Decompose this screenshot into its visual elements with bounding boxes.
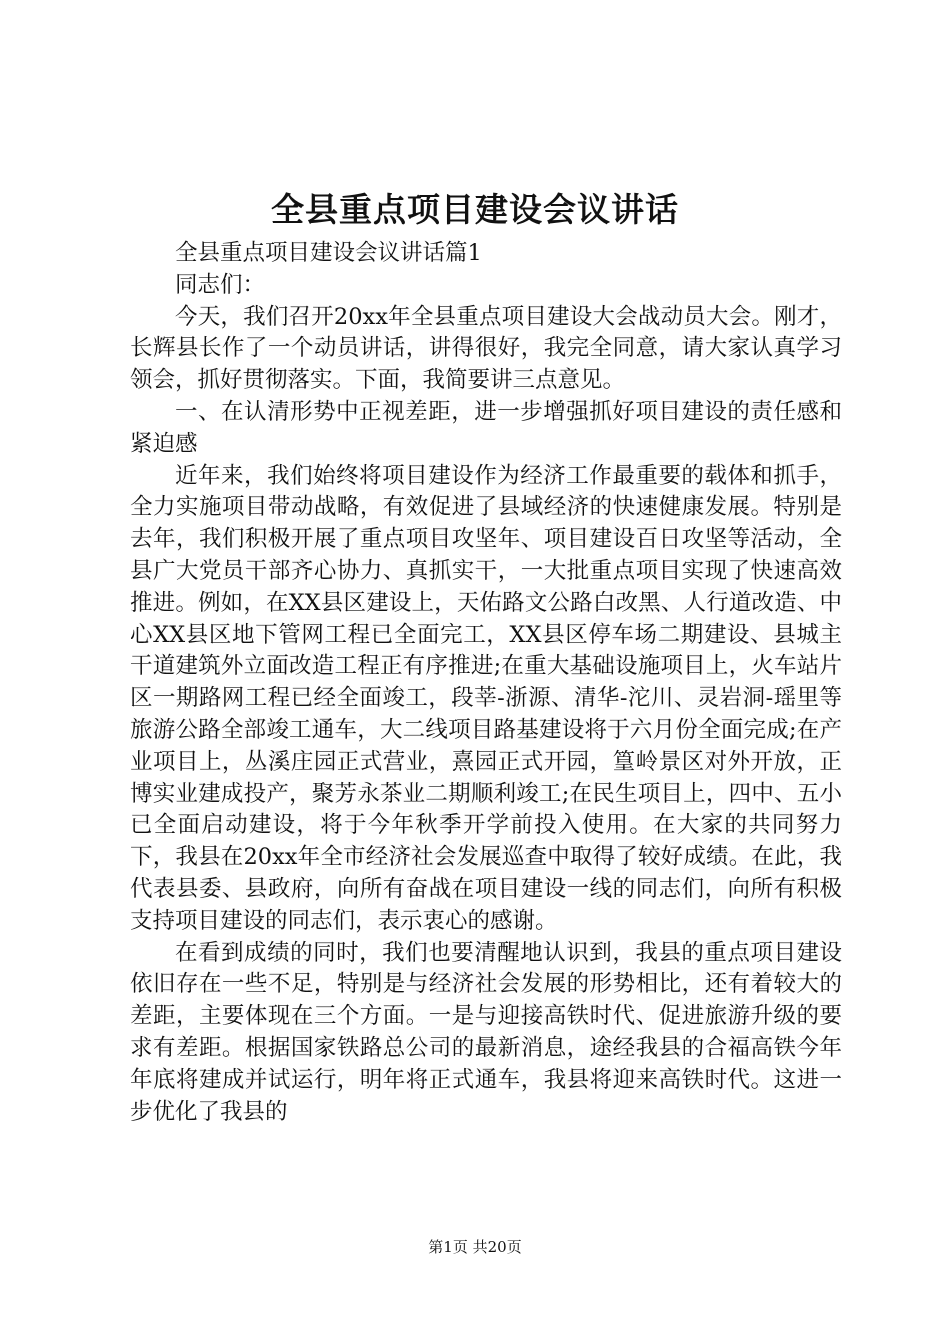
document-title: 全县重点项目建设会议讲话 [271, 190, 679, 229]
document-body [130, 238, 842, 1128]
section-heading: 全县重点项目建设会议讲话篇1 [175, 240, 482, 266]
paragraph: 今天，我们召开20xx年全县重点项目建设大会战动员大会。刚才，长辉县长作了一个动员讲话，讲得很好，我完全同意，请大家认真学习领会，抓好贯彻落实。下面，我简要讲三点意见。 [130, 303, 842, 394]
paragraph: 近年来，我们始终将项目建设作为经济工作最重要的载体和抓手，全力实施项目带动战略，有效促进了县域经济的快速健康发展。特别是去年，我们积极开展了重点项目攻坚年、项目建设百日攻坚等活动，全县广大党员干部齐心协力、真抓实干，一大批重点项目实现了快速高效推进。例如，在XX县区建设上，天佑路文公路白改黑、人行道改造、中心XX县区地下管网工程已全面完工，XX县区停车场二期建设、县城主干道建筑外立面改造工程正有序推进;在重大基础设施项目上，火车站片区一期路网工程已经全面竣工，段莘-浙源、清华-沱川、灵岩洞-瑶里等旅游公路全部竣工通车，大二线项目路基建设将于六月份全面完成;在产业项目上，丛溪庄园正式营业，熹园正式开园，篁岭景区对外开放，正博实业建成投产，聚芳永茶业二期顺利竣工;在民生项目上，四中、五小已全面启动建设，将于今年秋季开学前投入使用。在大家的共同努力下，我县在20xx年全市经济社会发展巡查中取得了较好成绩。在此，我代表县委、县政府，向所有奋战在项目建设一线的同志们，向所有积极支持项目建设的同志们，表示衷心的感谢。 [130, 462, 842, 934]
salutation: 同志们： [175, 271, 266, 298]
point-heading: 一、在认清形势中正视差距，进一步增强抓好项目建设的责任感和紧迫感 [130, 398, 842, 457]
page-number: 第1页 [428, 1238, 468, 1256]
paragraph: 在看到成绩的同时，我们也要清醒地认识到，我县的重点项目建设依旧存在一些不足，特别是与经济社会发展的形势相比，还有着较大的差距，主要体现在三个方面。一是与迎接高铁时代、促进旅游升级的要求有差距。根据国家铁路总公司的最新消息，途经我县的合福高铁今年年底将建成并试运行，明年将正式通车，我县将迎来高铁时代。这进一步优化了我县的 [130, 939, 842, 1125]
page-footer [0, 1237, 950, 1257]
page-total: 共20页 [472, 1238, 522, 1256]
